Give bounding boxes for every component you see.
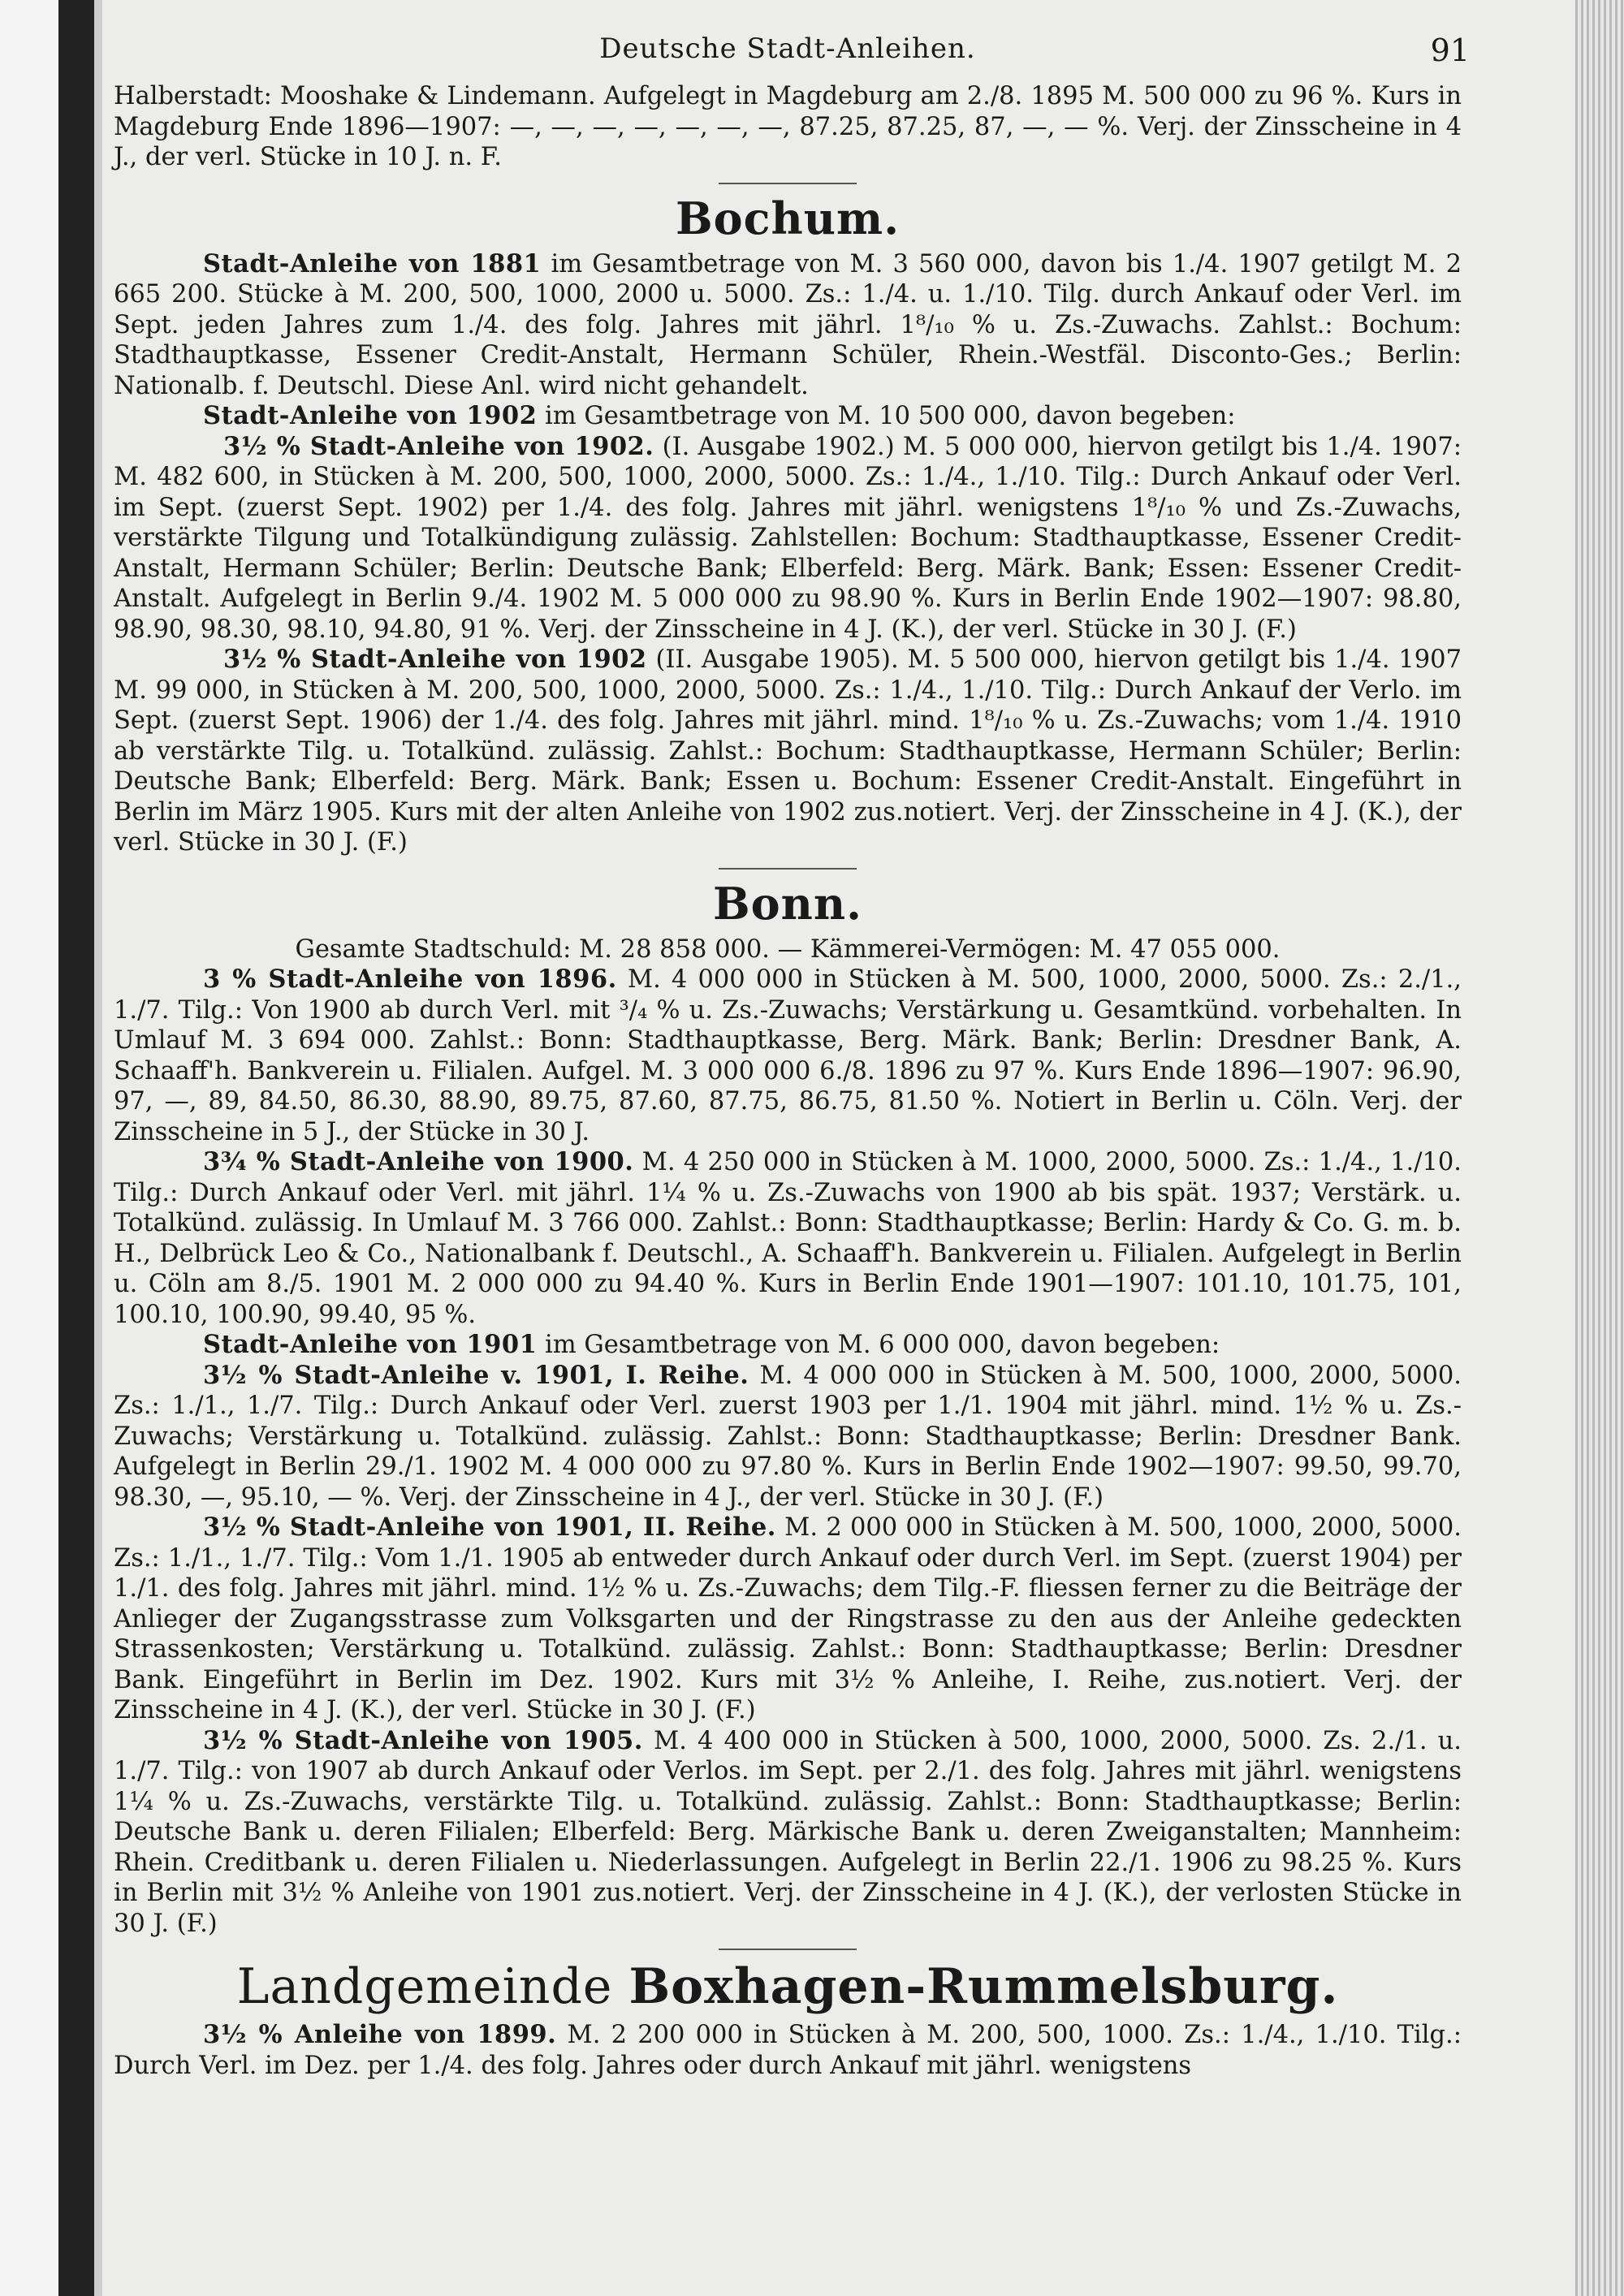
- bonn-entry-1901-ii: [114, 1513, 1462, 1726]
- book-gutter: [94, 0, 102, 2296]
- entry-lead: 3½ % Stadt-Anleihe v. 1901, I. Reihe.: [203, 1360, 749, 1390]
- page-stack-edge: [1575, 0, 1624, 2296]
- bonn-entry-1901-i: [114, 1361, 1462, 1513]
- intro-paragraph: Halberstadt: Mooshake & Lindemann. Aufgelegt in Magdeburg am 2./8. 1895 M. 500 000 zu 96 %. Kurs in Magdeburg Ende 1896—1907: —, —, —, —, —, —, —, 87.25, 87.25, 87, —, — %. Verj. der Zinsscheine in 4 J., der verl. Stücke in 10 J. n. F.: [114, 82, 1462, 171]
- book-spine-shadow: [58, 0, 94, 2296]
- entry-text: im Gesamtbetrage von M. 6 000 000, davon begeben:: [545, 1331, 1220, 1359]
- running-title: Deutsche Stadt-Anleihen.: [599, 32, 976, 65]
- entry-text: M. 2 200 000 in Stücken à M. 200, 500, 1000. Zs.: 1./4., 1./10. Tilg.: Durch Verl. im Dez. per 1./4. des folg. Jahres oder durch Ankauf mit jährl. wenigstens: [114, 2021, 1462, 2080]
- entry-text: M. 4 000 000 in Stücken à M. 500, 1000, 2000, 5000. Zs.: 1./1., 1./7. Tilg.: Durch Ankauf oder Verl. zuerst 1903 per 1./1. 1904 mit jährl. mind. 1½ % u. Zs.-Zuwachs; Verstärkung u. Totalkünd. zulässig. Zahlst.: Bonn: Stadthauptkasse; Berlin: Dresdner Bank. Aufgelegt in Berlin 29./1. 1902 M. 4 000 000 zu 97.80 %. Kurs in Berlin Ende 1902—1907: 99.50, 99.70, 98.30, —, 95.10, — %. Verj. der Zinsscheine in 4 J., der verl. Stücke in 30 J. (F.): [114, 1361, 1462, 1512]
- entry-text: (II. Ausgabe 1905). M. 5 500 000, hiervon getilgt bis 1./4. 1907 M. 99 000, in Stücken à M. 200, 500, 1000, 2000, 5000. Zs.: 1./4., 1./10. Tilg.: Durch Ankauf der Verlo. im Sept. (zuerst Sept. 1906) der 1./4. des folg. Jahres mit jährl. mind. 1⁸/₁₀ % u. Zs.-Zuwachs; vom 1./4. 1910 ab verstärkte Tilg. u. Totalkünd. zulässig. Zahlst.: Bochum: Stadthauptkasse, Hermann Schüler; Berlin: Deutsche Bank; Elberfeld: Berg. Märk. Bank; Essen u. Bochum: Essener Credit-Anstalt. Eingeführt in Berlin im März 1905. Kurs mit der alten Anleihe von 1902 zus.notiert. Verj. der Zinsscheine in 4 J. (K.), der verl. Stücke in 30 J. (F.): [114, 645, 1462, 857]
- section-heading-bochum: Bochum.: [676, 192, 900, 244]
- page-number: 91: [1430, 32, 1470, 68]
- bonn-entry-1901-total: [114, 1330, 1462, 1361]
- page-body: [114, 32, 1470, 2081]
- entry-text: M. 4 000 000 in Stücken à M. 500, 1000, 2000, 5000. Zs.: 2./1., 1./7. Tilg.: Von 1900 ab durch Verl. mit ³/₄ % u. Zs.-Zuwachs; Verstärkung u. Gesamtkünd. vorbehalten. In Umlauf M. 3 694 000. Zahlst.: Bonn: Stadthauptkasse, Berg. Märk. Bank; Berlin: Dresdner Bank, A. Schaaff'h. Bankverein u. Filialen. Aufgel. M. 3 000 000 6./8. 1896 zu 97 %. Kurs Ende 1896—1907: 96.90, 97, —, 89, 84.50, 86.30, 88.90, 89.75, 87.60, 87.75, 86.75, 81.50 %. Notiert in Berlin u. Cöln. Verj. der Zinsscheine in 5 J., der Stücke in 30 J.: [114, 965, 1462, 1146]
- section-divider: [719, 1949, 857, 1950]
- bonn-entry-1905: [114, 1726, 1462, 1940]
- entry-text: M. 4 400 000 in Stücken à 500, 1000, 2000, 5000. Zs. 2./1. u. 1./7. Tilg.: von 1907 ab durch Ankauf oder Verlos. im Sept. per 2./1. des folg. Jahres mit jährl. wenigstens 1¼ % u. Zs.-Zuwachs, verstärkte Tilg. u. Totalkünd. zulässig. Zahlst.: Bonn: Stadthauptkasse; Berlin: Deutsche Bank u. deren Filialen; Elberfeld: Berg. Märkische Bank u. deren Zweiganstalten; Mannheim: Rhein. Creditbank u. deren Filialen u. Niederlassungen. Aufgelegt in Berlin 22./1. 1906 zu 98.25 %. Kurs in Berlin mit 3½ % Anleihe von 1901 zus.notiert. Verj. der Zinsscheine in 4 J. (K.), der verlosten Stücke in 30 J. (F.): [114, 1726, 1462, 1938]
- entry-lead: 3½ % Stadt-Anleihe von 1901, II. Reihe.: [203, 1513, 776, 1542]
- entry-text: im Gesamtbetrage von M. 3 560 000, davon bis 1./4. 1907 getilgt M. 2 665 200. Stücke à M. 200, 500, 1000, 2000 u. 5000. Zs.: 1./4. u. 1./10. Tilg. durch Ankauf oder Verl. im Sept. jeden Jahres zum 1./4. des folg. Jahres mit jährl. 1⁸/₁₀ % u. Zs.-Zuwachs. Zahlst.: Bochum: Stadthauptkasse, Essener Credit-Anstalt, Hermann Schüler, Rhein.-Westfäl. Disconto-Ges.; Berlin: Nationalb. f. Deutschl. Diese Anl. wird nicht gehandelt.: [114, 249, 1462, 400]
- entry-text: M. 2 000 000 in Stücken à M. 500, 1000, 2000, 5000. Zs.: 1./1., 1./7. Tilg.: Vom 1./1. 1905 ab entweder durch Ankauf oder durch Verl. im Sept. (zuerst 1904) per 1./1. des folg. Jahres mit jährl. mind. 1½ % u. Zs.-Zuwachs; dem Tilg.-F. fliessen ferner zu die Beiträge der Anlieger der Zugangsstrasse zum Volksgarten und der Ringstrasse zu den aus der Anleihe gedeckten Strassenkosten; Verstärkung u. Totalkünd. zulässig. Zahlst.: Bonn: Stadthauptkasse; Berlin: Dresdner Bank. Eingeführt in Berlin im Dez. 1902. Kurs mit 3½ % Anleihe, I. Reihe, zus.notiert. Verj. der Zinsscheine in 4 J. (K.), der verl. Stücke in 30 J. (F.): [114, 1513, 1462, 1724]
- section-heading-bonn: Bonn.: [713, 877, 862, 930]
- bochum-entry-1902-total: [114, 401, 1462, 432]
- entry-lead: 3¾ % Stadt-Anleihe von 1900.: [203, 1147, 634, 1176]
- section-heading-boxhagen: [114, 1958, 1462, 2015]
- bochum-entry-1881: [114, 249, 1462, 402]
- boxhagen-entry-1899: [114, 2020, 1462, 2081]
- section-divider: [719, 868, 857, 870]
- entry-lead: Stadt-Anleihe von 1881: [203, 248, 542, 278]
- bonn-entry-1900: [114, 1147, 1462, 1330]
- bonn-summary: Gesamte Stadtschuld: M. 28 858 000. — Kämmerei-Vermögen: M. 47 055 000.: [295, 934, 1281, 964]
- entry-text: im Gesamtbetrage von M. 10 500 000, davon begeben:: [545, 402, 1236, 430]
- bochum-entry-1902-i: [114, 432, 1462, 645]
- entry-lead: 3½ % Stadt-Anleihe von 1902.: [223, 431, 654, 461]
- heading-name: Boxhagen-Rummelsburg.: [628, 1958, 1339, 2015]
- entry-text: M. 4 250 000 in Stücken à M. 1000, 2000, 5000. Zs.: 1./4., 1./10. Tilg.: Durch Ankauf oder Verl. mit jährl. 1¼ % u. Zs.-Zuwachs von 1900 ab bis spät. 1937; Verstärk. u. Totalkünd. zulässig. In Umlauf M. 3 766 000. Zahlst.: Bonn: Stadthauptkasse; Berlin: Hardy & Co. G. m. b. H., Delbrück Leo & Co., Nationalbank f. Deutschl., A. Schaaff'h. Bankverein u. Filialen. Aufgelegt in Berlin u. Cöln am 8./5. 1901 M. 2 000 000 zu 94.40 %. Kurs in Berlin Ende 1901—1907: 101.10, 101.75, 101, 100.10, 100.90, 99.40, 95 %.: [114, 1148, 1462, 1329]
- entry-lead: Stadt-Anleihe von 1901: [203, 1330, 538, 1359]
- entry-lead: 3 % Stadt-Anleihe von 1896.: [203, 965, 617, 994]
- heading-prefix: Landgemeinde: [236, 1958, 613, 2015]
- entry-lead: 3½ % Stadt-Anleihe von 1902: [223, 645, 647, 674]
- entry-text: (I. Ausgabe 1902.) M. 5 000 000, hiervon getilgt bis 1./4. 1907: M. 482 600, in Stücken à M. 200, 500, 1000, 2000, 5000. Zs.: 1./4., 1./10. Tilg.: Durch Ankauf oder Verl. im Sept. (zuerst Sept. 1902) per 1./4. des folg. Jahres mit jährl. wenigstens 1⁸/₁₀ % und Zs.-Zuwachs, verstärkte Tilgung und Totalkündigung zulässig. Zahlstellen: Bochum: Stadthauptkasse, Essener Credit-Anstalt, Hermann Schüler; Berlin: Deutsche Bank; Elberfeld: Berg. Märk. Bank; Essen: Essener Credit-Anstalt. Aufgelegt in Berlin 9./4. 1902 M. 5 000 000 zu 98.90 %. Kurs in Berlin Ende 1902—1907: 98.80, 98.90, 98.30, 98.10, 94.80, 91 %. Verj. der Zinsscheine in 4 J. (K.), der verl. Stücke in 30 J. (F.): [114, 432, 1462, 644]
- running-head: [114, 32, 1470, 81]
- entry-lead: Stadt-Anleihe von 1902: [203, 401, 538, 430]
- section-divider: [719, 183, 857, 184]
- entry-lead: 3½ % Anleihe von 1899.: [203, 2020, 557, 2049]
- bochum-entry-1902-ii: [114, 645, 1462, 858]
- bonn-entry-1896: [114, 965, 1462, 1147]
- facing-page-edge: [0, 0, 58, 2296]
- entry-lead: 3½ % Stadt-Anleihe von 1905.: [203, 1725, 643, 1755]
